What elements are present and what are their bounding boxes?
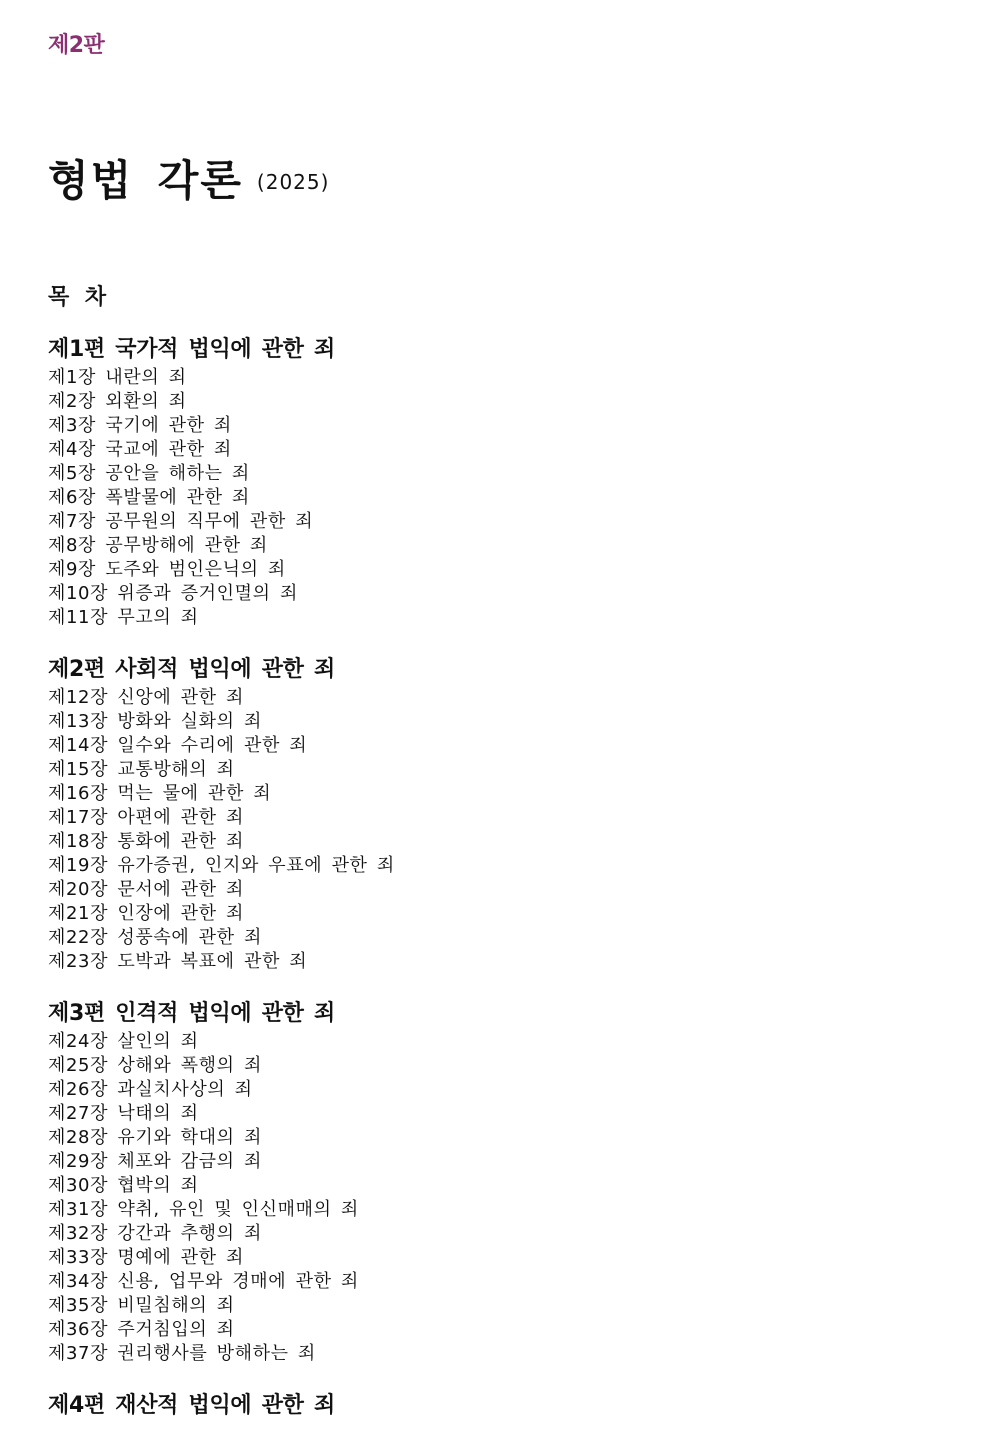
- chapter-item: 제36장 주거침입의 죄: [48, 1319, 235, 1340]
- chapter-item: 제31장 약취, 유인 및 인신매매의 죄: [48, 1199, 359, 1220]
- chapter-item: 제28장 유기와 학대의 죄: [48, 1127, 262, 1148]
- document-year: (2025): [256, 170, 330, 194]
- toc-part: [48, 334, 395, 630]
- chapter-item: 제20장 문서에 관한 죄: [48, 879, 244, 900]
- chapter-item: 제27장 낙태의 죄: [48, 1103, 199, 1124]
- chapter-item: 제14장 일수와 수리에 관한 죄: [48, 735, 308, 756]
- table-of-contents: [48, 334, 395, 1446]
- chapter-item: 제30장 협박의 죄: [48, 1175, 199, 1196]
- toc-part: [48, 654, 395, 974]
- chapter-item: 제26장 과실치사상의 죄: [48, 1079, 253, 1100]
- toc-part: [48, 1390, 395, 1422]
- chapter-item: 제12장 신앙에 관한 죄: [48, 687, 244, 708]
- toc-part: [48, 998, 395, 1366]
- part-title: 제3편 인격적 법익에 관한 죄: [48, 1001, 335, 1026]
- chapter-item: 제33장 명예에 관한 죄: [48, 1247, 244, 1268]
- chapter-item: 제34장 신용, 업무와 경매에 관한 죄: [48, 1271, 359, 1292]
- chapter-item: 제11장 무고의 죄: [48, 607, 199, 628]
- chapter-item: 제18장 통화에 관한 죄: [48, 831, 244, 852]
- chapter-item: 제21장 인장에 관한 죄: [48, 903, 244, 924]
- chapter-item: 제6장 폭발물에 관한 죄: [48, 487, 250, 508]
- chapter-item: 제37장 권리행사를 방해하는 죄: [48, 1343, 316, 1364]
- chapter-item: 제24장 살인의 죄: [48, 1031, 199, 1052]
- chapter-item: 제5장 공안을 해하는 죄: [48, 463, 250, 484]
- title-row: [48, 148, 329, 208]
- chapter-item: 제35장 비밀침해의 죄: [48, 1295, 235, 1316]
- chapter-item: 제2장 외환의 죄: [48, 391, 187, 412]
- chapter-item: 제7장 공무원의 직무에 관한 죄: [48, 511, 314, 532]
- toc-heading: 목 차: [48, 285, 109, 310]
- chapter-item: 제8장 공무방해에 관한 죄: [48, 535, 268, 556]
- chapter-item: 제23장 도박과 복표에 관한 죄: [48, 951, 308, 972]
- chapter-item: 제15장 교통방해의 죄: [48, 759, 235, 780]
- chapter-item: 제1장 내란의 죄: [48, 367, 187, 388]
- part-title: 제1편 국가적 법익에 관한 죄: [48, 337, 335, 362]
- chapter-item: 제29장 체포와 감금의 죄: [48, 1151, 262, 1172]
- chapter-item: 제4장 국교에 관한 죄: [48, 439, 232, 460]
- chapter-item: 제25장 상해와 폭행의 죄: [48, 1055, 262, 1076]
- chapter-item: 제19장 유가증권, 인지와 우표에 관한 죄: [48, 855, 395, 876]
- part-title: 제4편 재산적 법익에 관한 죄: [48, 1393, 335, 1418]
- chapter-item: 제9장 도주와 범인은닉의 죄: [48, 559, 286, 580]
- chapter-item: 제10장 위증과 증거인멸의 죄: [48, 583, 298, 604]
- chapter-item: 제22장 성풍속에 관한 죄: [48, 927, 262, 948]
- chapter-item: 제17장 아편에 관한 죄: [48, 807, 244, 828]
- chapter-item: 제32장 강간과 추행의 죄: [48, 1223, 262, 1244]
- document-title: 형법 각론: [48, 156, 243, 205]
- chapter-item: 제16장 먹는 물에 관한 죄: [48, 783, 272, 804]
- edition-label: 제2판: [48, 33, 105, 58]
- chapter-item: 제13장 방화와 실화의 죄: [48, 711, 262, 732]
- part-title: 제2편 사회적 법익에 관한 죄: [48, 657, 335, 682]
- chapter-item: 제3장 국기에 관한 죄: [48, 415, 232, 436]
